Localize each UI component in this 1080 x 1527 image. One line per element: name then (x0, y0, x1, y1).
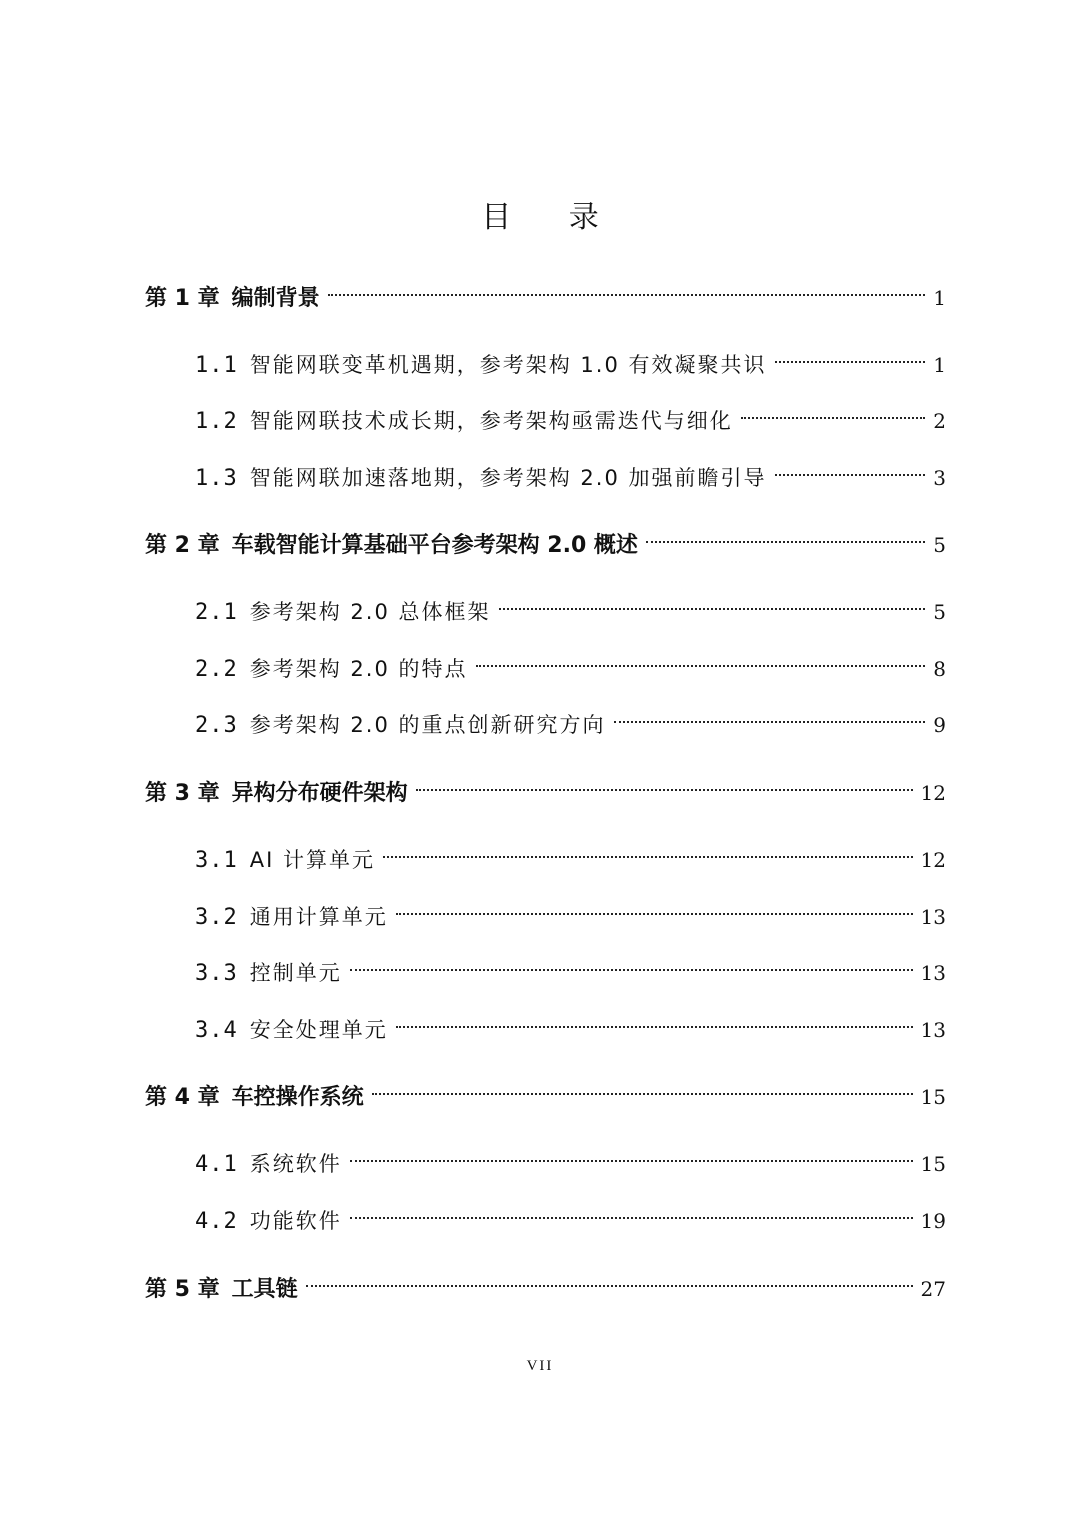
toc-chapter-5[interactable] (145, 1260, 946, 1302)
dot-leader (306, 1260, 913, 1296)
section-title: 功能软件 (249, 1209, 342, 1233)
toc-section-2-2[interactable] (195, 640, 946, 682)
page-footer-number: VII (526, 1358, 554, 1374)
section-number: 3.1 (195, 848, 238, 873)
section-number: 3.2 (195, 905, 238, 930)
section-title: 参考架构 2.0 的特点 (249, 657, 468, 681)
toc-section-4-1[interactable] (195, 1135, 946, 1177)
page-number: 12 (920, 781, 946, 805)
toc-section-2-3[interactable] (195, 696, 946, 738)
chapter-number: 第 4 章 (145, 1085, 220, 1110)
dot-leader (499, 583, 926, 619)
toc-chapter-3[interactable] (145, 764, 946, 806)
toc-section-3-2[interactable] (195, 888, 946, 930)
chapter-number: 第 1 章 (145, 286, 220, 311)
page-number: 8 (933, 657, 946, 681)
dot-leader (350, 1192, 913, 1228)
section-title: 智能网联加速落地期，参考架构 2.0 加强前瞻引导 (249, 466, 767, 490)
section-title: 系统软件 (249, 1152, 342, 1176)
toc-chapter-2[interactable] (145, 516, 946, 558)
toc-section-2-1[interactable] (195, 583, 946, 625)
page-number: 13 (920, 905, 946, 929)
dot-leader (396, 888, 913, 924)
dot-leader (775, 449, 926, 485)
section-number: 2.2 (195, 657, 238, 682)
section-title: 安全处理单元 (249, 1018, 388, 1042)
page-number: 3 (933, 466, 946, 490)
section-title: 通用计算单元 (249, 905, 388, 929)
dot-leader (396, 1001, 913, 1037)
chapter-title: 工具链 (231, 1277, 298, 1302)
dot-leader (775, 336, 926, 372)
section-title: 智能网联变革机遇期，参考架构 1.0 有效凝聚共识 (249, 353, 767, 377)
page-number: 1 (933, 353, 946, 377)
page-number: 5 (933, 600, 946, 624)
chapter-title: 异构分布硬件架构 (231, 781, 408, 806)
chapter-number: 第 5 章 (145, 1277, 220, 1302)
chapter-title: 编制背景 (231, 286, 320, 311)
section-number: 2.3 (195, 713, 238, 738)
toc-section-3-4[interactable] (195, 1001, 946, 1043)
dot-leader (328, 269, 926, 305)
toc-section-3-3[interactable] (195, 944, 946, 986)
toc-chapter-4[interactable] (145, 1068, 946, 1110)
section-title: AI 计算单元 (249, 848, 375, 872)
toc-chapter-1[interactable] (145, 269, 946, 311)
toc-section-3-1[interactable] (195, 831, 946, 873)
section-title: 参考架构 2.0 总体框架 (249, 600, 491, 624)
dot-leader (614, 696, 926, 732)
page-title: 目 录 (481, 200, 623, 235)
section-number: 2.1 (195, 600, 238, 625)
page-number: 1 (933, 286, 946, 310)
dot-leader (741, 392, 926, 428)
dot-leader (476, 640, 926, 676)
section-number: 4.1 (195, 1152, 238, 1177)
page-number: 19 (920, 1209, 946, 1233)
page-number: 13 (920, 1018, 946, 1042)
chapter-title: 车载智能计算基础平台参考架构 2.0 概述 (231, 533, 638, 558)
dot-leader (416, 764, 913, 800)
dot-leader (350, 1135, 913, 1171)
section-title: 智能网联技术成长期，参考架构亟需迭代与细化 (249, 409, 733, 433)
toc-section-1-1[interactable] (195, 336, 946, 378)
toc-section-4-2[interactable] (195, 1192, 946, 1234)
section-number: 1.2 (195, 409, 238, 434)
toc-section-1-3[interactable] (195, 449, 946, 491)
chapter-number: 第 2 章 (145, 533, 220, 558)
page-number: 13 (920, 961, 946, 985)
section-number: 4.2 (195, 1209, 238, 1234)
section-number: 3.4 (195, 1018, 238, 1043)
toc-section-1-2[interactable] (195, 392, 946, 434)
section-title: 控制单元 (249, 961, 342, 985)
section-number: 1.1 (195, 353, 238, 378)
page-number: 5 (933, 533, 946, 557)
chapter-title: 车控操作系统 (231, 1085, 364, 1110)
dot-leader (646, 516, 925, 552)
page-number: 15 (920, 1152, 946, 1176)
section-number: 1.3 (195, 466, 238, 491)
section-number: 3.3 (195, 961, 238, 986)
page-number: 12 (920, 848, 946, 872)
dot-leader (372, 1068, 913, 1104)
section-title: 参考架构 2.0 的重点创新研究方向 (249, 713, 606, 737)
page-number: 2 (933, 409, 946, 433)
chapter-number: 第 3 章 (145, 781, 220, 806)
dot-leader (350, 944, 913, 980)
page-number: 9 (933, 713, 946, 737)
page-number: 15 (920, 1085, 946, 1109)
page-number: 27 (920, 1277, 946, 1301)
dot-leader (383, 831, 913, 867)
